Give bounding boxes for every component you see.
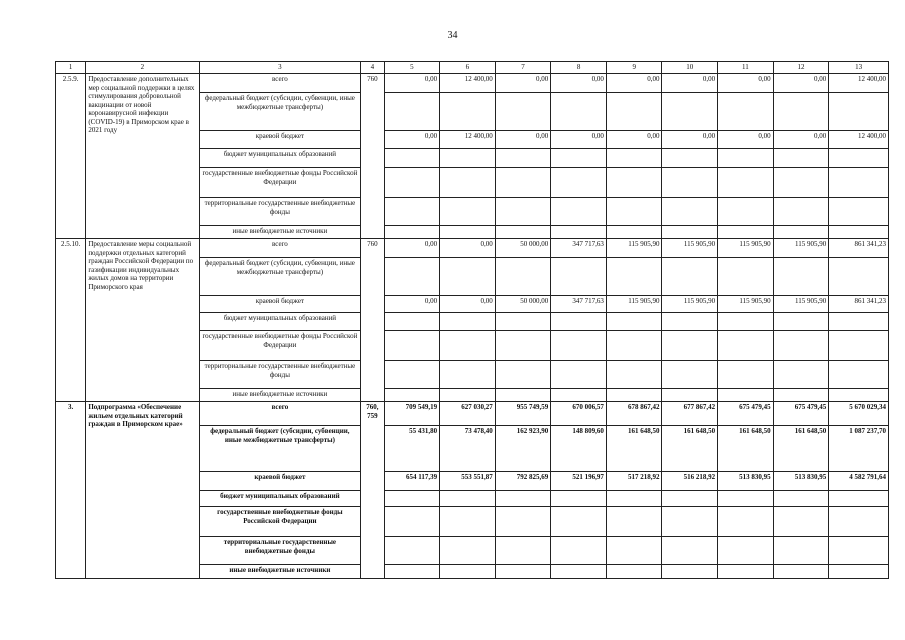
amount-cell: [829, 507, 889, 537]
header-cell: 7: [495, 62, 551, 74]
amount-cell: [662, 331, 718, 361]
table-row: [56, 74, 889, 93]
funding-source: иные внебюджетные источники: [199, 389, 361, 402]
amount-cell: [773, 565, 829, 579]
amount-cell: [606, 93, 662, 131]
amount-cell: 115 905,90: [718, 239, 774, 258]
amount-cell: [773, 226, 829, 239]
amount-cell: [718, 537, 774, 565]
amount-cell: 516 218,92: [662, 472, 718, 491]
item-code: 2.5.9.: [56, 74, 86, 239]
amount-cell: 161 648,50: [718, 426, 774, 472]
amount-cell: 115 905,90: [662, 239, 718, 258]
header-cell: 10: [662, 62, 718, 74]
amount-cell: [829, 313, 889, 331]
amount-cell: [440, 331, 496, 361]
amount-cell: [718, 93, 774, 131]
amount-cell: [718, 507, 774, 537]
amount-cell: [551, 93, 607, 131]
amount-cell: [384, 331, 440, 361]
funding-source: федеральный бюджет (субсидии, субвенции, иные межбюджетные трансферты): [199, 426, 361, 472]
amount-cell: 50 000,00: [495, 239, 551, 258]
amount-cell: [662, 491, 718, 507]
amount-cell: [773, 389, 829, 402]
header-cell: 1: [56, 62, 86, 74]
amount-cell: 675 479,45: [718, 402, 774, 426]
amount-cell: 627 030,27: [440, 402, 496, 426]
amount-cell: [440, 258, 496, 296]
header-cell: 5: [384, 62, 440, 74]
amount-cell: [440, 149, 496, 168]
amount-cell: [495, 258, 551, 296]
amount-cell: [829, 537, 889, 565]
amount-cell: [440, 507, 496, 537]
amount-cell: [384, 491, 440, 507]
amount-cell: [829, 226, 889, 239]
amount-cell: [718, 313, 774, 331]
amount-cell: 0,00: [440, 239, 496, 258]
amount-cell: [495, 198, 551, 226]
amount-cell: 0,00: [606, 131, 662, 149]
amount-cell: 553 551,87: [440, 472, 496, 491]
amount-cell: 12 400,00: [829, 74, 889, 93]
amount-cell: [773, 168, 829, 198]
amount-cell: [440, 168, 496, 198]
amount-cell: [829, 149, 889, 168]
amount-cell: [440, 93, 496, 131]
amount-cell: [551, 168, 607, 198]
funding-source: государственные внебюджетные фонды Российской Федерации: [199, 168, 361, 198]
header-cell: 9: [606, 62, 662, 74]
amount-cell: [495, 168, 551, 198]
amount-cell: [551, 507, 607, 537]
funding-source: всего: [199, 239, 361, 258]
amount-cell: 161 648,50: [662, 426, 718, 472]
amount-cell: 5 670 029,34: [829, 402, 889, 426]
amount-cell: 517 218,92: [606, 472, 662, 491]
amount-cell: 0,00: [606, 74, 662, 93]
amount-cell: [662, 361, 718, 389]
amount-cell: 161 648,50: [606, 426, 662, 472]
funding-source: территориальные государственные внебюджетные фонды: [199, 537, 361, 565]
amount-cell: [551, 149, 607, 168]
amount-cell: [495, 565, 551, 579]
amount-cell: [551, 226, 607, 239]
program-block: [56, 74, 889, 239]
header-cell: 3: [199, 62, 361, 74]
page-number: 34: [447, 30, 458, 41]
amount-cell: [773, 507, 829, 537]
program-block: [56, 402, 889, 579]
amount-cell: [495, 389, 551, 402]
amount-cell: 0,00: [495, 74, 551, 93]
funding-source: краевой бюджет: [199, 131, 361, 149]
amount-cell: 115 905,90: [718, 296, 774, 313]
funding-source: бюджет муниципальных образований: [199, 149, 361, 168]
amount-cell: [384, 361, 440, 389]
item-code: 3.: [56, 402, 86, 579]
amount-cell: [829, 168, 889, 198]
amount-cell: [495, 226, 551, 239]
amount-cell: [606, 149, 662, 168]
program-block: [56, 239, 889, 402]
amount-cell: 792 825,69: [495, 472, 551, 491]
amount-cell: 162 923,90: [495, 426, 551, 472]
item-name: Подпрограмма «Обеспечение жильем отдельных категорий граждан в Приморском крае»: [86, 402, 199, 579]
funding-source: всего: [199, 74, 361, 93]
amount-cell: [495, 537, 551, 565]
amount-cell: 73 478,40: [440, 426, 496, 472]
funding-source: территориальные государственные внебюджетные фонды: [199, 198, 361, 226]
amount-cell: [773, 313, 829, 331]
amount-cell: 0,00: [384, 239, 440, 258]
amount-cell: [606, 226, 662, 239]
amount-cell: [829, 389, 889, 402]
funding-source: государственные внебюджетные фонды Российской Федерации: [199, 331, 361, 361]
amount-cell: 148 809,60: [551, 426, 607, 472]
amount-cell: 0,00: [495, 131, 551, 149]
amount-cell: [829, 565, 889, 579]
amount-cell: [829, 93, 889, 131]
amount-cell: 0,00: [384, 74, 440, 93]
funding-source: федеральный бюджет (субсидии, субвенции, иные межбюджетные трансферты): [199, 93, 361, 131]
amount-cell: [495, 149, 551, 168]
amount-cell: [606, 258, 662, 296]
amount-cell: [718, 258, 774, 296]
header-row: [56, 62, 889, 74]
amount-cell: [606, 537, 662, 565]
amount-cell: [829, 361, 889, 389]
amount-cell: 709 549,19: [384, 402, 440, 426]
amount-cell: [718, 565, 774, 579]
amount-cell: [384, 198, 440, 226]
amount-cell: [662, 168, 718, 198]
amount-cell: [384, 313, 440, 331]
amount-cell: 0,00: [718, 131, 774, 149]
amount-cell: [495, 491, 551, 507]
header-cell: 2: [86, 62, 199, 74]
amount-cell: [662, 507, 718, 537]
funding-source: краевой бюджет: [199, 472, 361, 491]
amount-cell: [551, 258, 607, 296]
amount-cell: [718, 491, 774, 507]
amount-cell: [606, 507, 662, 537]
amount-cell: 0,00: [551, 74, 607, 93]
amount-cell: 0,00: [440, 296, 496, 313]
amount-cell: [718, 226, 774, 239]
amount-cell: [384, 565, 440, 579]
header-cell: 6: [440, 62, 496, 74]
amount-cell: [718, 389, 774, 402]
grbs-code: 760, 759: [361, 402, 384, 579]
funding-source: бюджет муниципальных образований: [199, 491, 361, 507]
amount-cell: 115 905,90: [773, 296, 829, 313]
grbs-code: 760: [361, 74, 384, 239]
amount-cell: 0,00: [662, 74, 718, 93]
amount-cell: [440, 226, 496, 239]
amount-cell: 347 717,63: [551, 296, 607, 313]
amount-cell: [662, 565, 718, 579]
amount-cell: [829, 331, 889, 361]
amount-cell: [384, 389, 440, 402]
amount-cell: [495, 331, 551, 361]
amount-cell: [551, 331, 607, 361]
amount-cell: [718, 149, 774, 168]
item-name: Предоставление дополнительных мер социальной поддержки в целях стимулирования добровольной вакцинации от новой коронавирусной инфекции (COVID-19) в Приморском крае в 2021 году: [86, 74, 199, 239]
amount-cell: [551, 198, 607, 226]
amount-cell: [551, 491, 607, 507]
amount-cell: [606, 198, 662, 226]
amount-cell: [662, 258, 718, 296]
amount-cell: [773, 537, 829, 565]
funding-source: территориальные государственные внебюджетные фонды: [199, 361, 361, 389]
amount-cell: [662, 537, 718, 565]
amount-cell: [718, 168, 774, 198]
amount-cell: [440, 389, 496, 402]
amount-cell: [551, 537, 607, 565]
amount-cell: 0,00: [662, 131, 718, 149]
amount-cell: [662, 226, 718, 239]
amount-cell: 0,00: [773, 74, 829, 93]
amount-cell: 115 905,90: [606, 239, 662, 258]
amount-cell: 861 341,23: [829, 239, 889, 258]
amount-cell: [440, 361, 496, 389]
amount-cell: [384, 537, 440, 565]
amount-cell: [551, 313, 607, 331]
amount-cell: [662, 198, 718, 226]
amount-cell: [440, 491, 496, 507]
amount-cell: [606, 313, 662, 331]
item-name: Предоставление меры социальной поддержки отдельных категорий граждан Российской Федерации по газификации индивидуальных жилых домов на территории Приморского края: [86, 239, 199, 402]
amount-cell: 513 830,95: [773, 472, 829, 491]
amount-cell: [384, 258, 440, 296]
amount-cell: [829, 258, 889, 296]
amount-cell: [495, 313, 551, 331]
amount-cell: 521 196,97: [551, 472, 607, 491]
amount-cell: [384, 93, 440, 131]
amount-cell: 678 867,42: [606, 402, 662, 426]
amount-cell: [773, 491, 829, 507]
amount-cell: [440, 198, 496, 226]
amount-cell: [662, 149, 718, 168]
amount-cell: [440, 313, 496, 331]
amount-cell: 4 582 791,64: [829, 472, 889, 491]
funding-source: всего: [199, 402, 361, 426]
amount-cell: [440, 537, 496, 565]
amount-cell: 0,00: [384, 296, 440, 313]
funding-source: бюджет муниципальных образований: [199, 313, 361, 331]
amount-cell: [773, 93, 829, 131]
funding-source: государственные внебюджетные фонды Российской Федерации: [199, 507, 361, 537]
amount-cell: [829, 198, 889, 226]
funding-source: иные внебюджетные источники: [199, 226, 361, 239]
amount-cell: 677 867,42: [662, 402, 718, 426]
amount-cell: [606, 389, 662, 402]
amount-cell: [773, 149, 829, 168]
budget-table: [55, 61, 889, 579]
table-row: [56, 402, 889, 426]
amount-cell: 1 087 237,70: [829, 426, 889, 472]
amount-cell: [606, 491, 662, 507]
amount-cell: 675 479,45: [773, 402, 829, 426]
amount-cell: [773, 331, 829, 361]
header-cell: 4: [361, 62, 384, 74]
amount-cell: 115 905,90: [606, 296, 662, 313]
amount-cell: 347 717,63: [551, 239, 607, 258]
amount-cell: [495, 361, 551, 389]
amount-cell: [829, 491, 889, 507]
amount-cell: [606, 168, 662, 198]
amount-cell: [384, 507, 440, 537]
amount-cell: 0,00: [384, 131, 440, 149]
amount-cell: [384, 168, 440, 198]
amount-cell: 654 117,39: [384, 472, 440, 491]
amount-cell: [384, 149, 440, 168]
amount-cell: 12 400,00: [829, 131, 889, 149]
funding-source: краевой бюджет: [199, 296, 361, 313]
amount-cell: [662, 389, 718, 402]
amount-cell: [384, 226, 440, 239]
amount-cell: 0,00: [773, 131, 829, 149]
amount-cell: [551, 361, 607, 389]
amount-cell: 955 749,59: [495, 402, 551, 426]
amount-cell: [773, 258, 829, 296]
amount-cell: [662, 313, 718, 331]
amount-cell: [606, 361, 662, 389]
amount-cell: 0,00: [718, 74, 774, 93]
amount-cell: 861 341,23: [829, 296, 889, 313]
amount-cell: [440, 565, 496, 579]
amount-cell: [718, 361, 774, 389]
amount-cell: 12 400,00: [440, 74, 496, 93]
header-cell: 13: [829, 62, 889, 74]
amount-cell: 0,00: [551, 131, 607, 149]
amount-cell: [718, 331, 774, 361]
amount-cell: 115 905,90: [773, 239, 829, 258]
amount-cell: [606, 331, 662, 361]
amount-cell: [773, 361, 829, 389]
grbs-code: 760: [361, 239, 384, 402]
amount-cell: [718, 198, 774, 226]
amount-cell: [551, 565, 607, 579]
amount-cell: 50 000,00: [495, 296, 551, 313]
item-code: 2.5.10.: [56, 239, 86, 402]
amount-cell: 161 648,50: [773, 426, 829, 472]
amount-cell: [606, 565, 662, 579]
header-cell: 12: [773, 62, 829, 74]
amount-cell: [495, 507, 551, 537]
header-cell: 11: [718, 62, 774, 74]
amount-cell: 115 905,90: [662, 296, 718, 313]
amount-cell: 513 830,95: [718, 472, 774, 491]
funding-source: федеральный бюджет (субсидии, субвенции, иные межбюджетные трансферты): [199, 258, 361, 296]
amount-cell: 12 400,00: [440, 131, 496, 149]
funding-source: иные внебюджетные источники: [199, 565, 361, 579]
amount-cell: [773, 198, 829, 226]
amount-cell: 55 431,80: [384, 426, 440, 472]
table-row: [56, 239, 889, 258]
amount-cell: [662, 93, 718, 131]
amount-cell: [495, 93, 551, 131]
amount-cell: [551, 389, 607, 402]
amount-cell: 670 006,57: [551, 402, 607, 426]
header-cell: 8: [551, 62, 607, 74]
